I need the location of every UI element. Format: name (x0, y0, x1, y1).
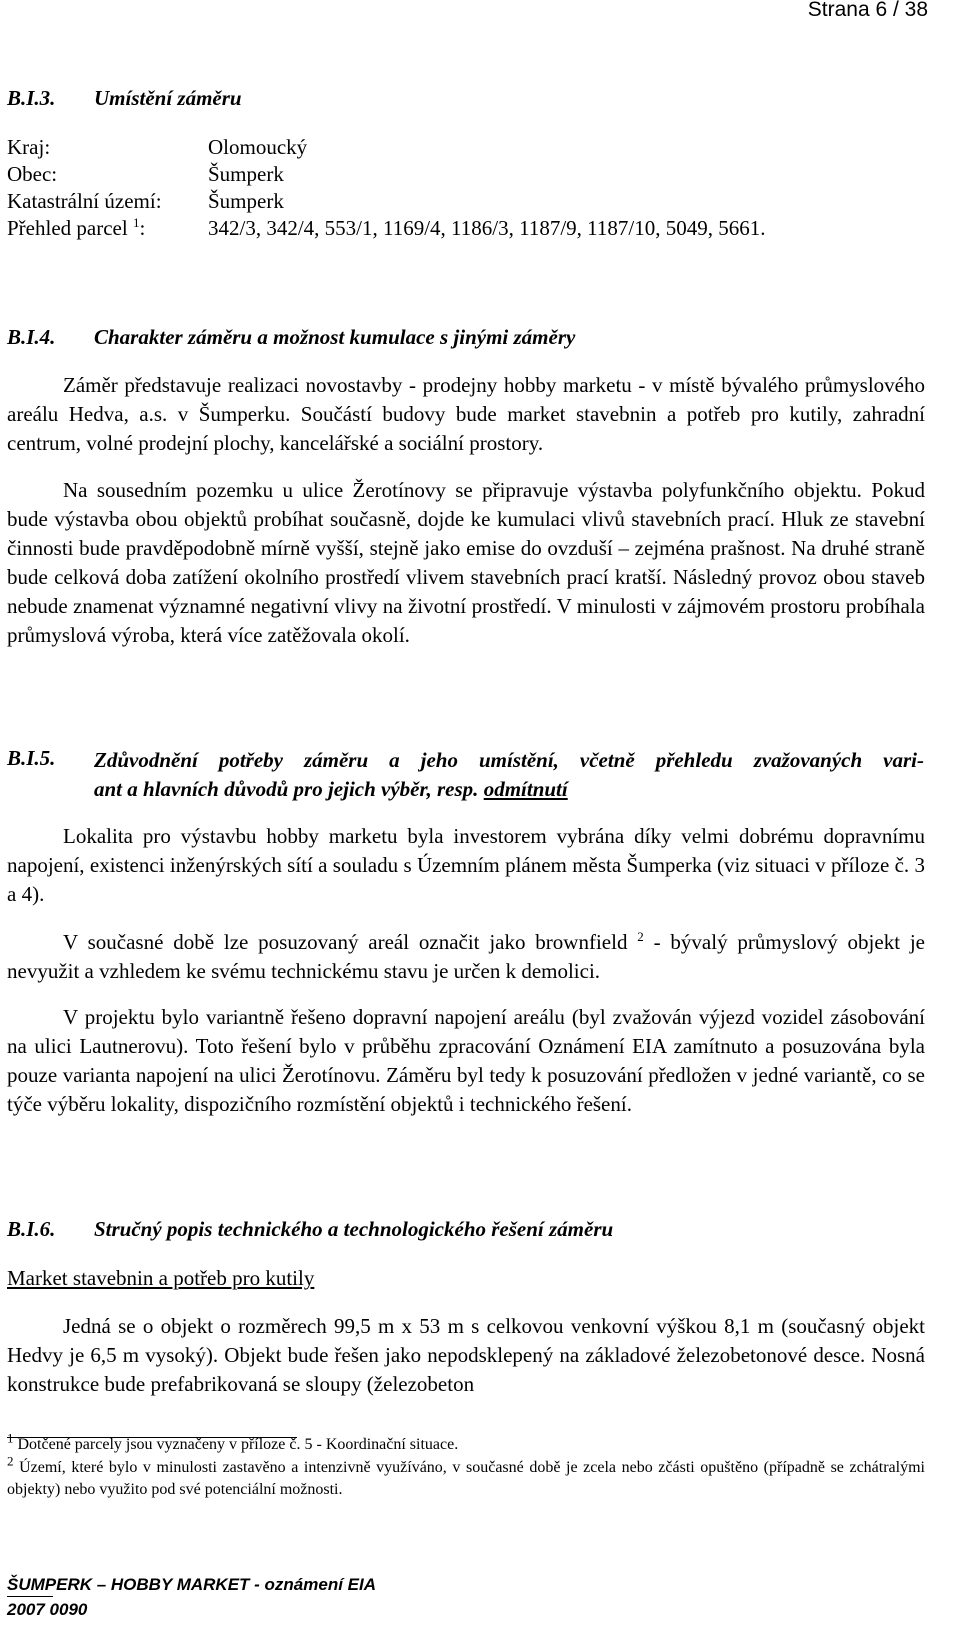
parcel-label (7, 215, 145, 242)
paragraph: Lokalita pro výstavbu hobby marketu byla investorem vybrána díky velmi dobrému dopravnímu napojení, existenci inženýrských sítí a souladu s Územním plánem města Šumperka (viz situaci v příloze č. 3 a 4). (7, 824, 925, 906)
page-number: Strana 6 / 38 (807, 0, 928, 21)
footnote-number: 1 (7, 1430, 14, 1446)
ku-value: Šumperk (208, 189, 284, 213)
parcel-value: 342/3, 342/4, 553/1, 1169/4, 1186/3, 1187/9, 1187/10, 5049, 5661. (208, 216, 766, 240)
footnote-2 (7, 1453, 925, 1501)
footer-title: ŠUMPERK – HOBBY MARKET - oznámení EIA (7, 1575, 377, 1594)
section-number: B.I.4. (7, 325, 56, 349)
footer-code: 2007 0090 (7, 1600, 88, 1619)
footnote-number: 2 (7, 1453, 14, 1469)
subheading: Market stavebnin a potřeb pro kutily (7, 1266, 315, 1290)
paragraph: Na sousedním pozemku u ulice Žerotínovy se připravuje výstavba polyfunkčního objektu. Pokud bude výstavba obou objektů probíhat současně, dojde ke kumulaci vlivů stavebních prací. Hluk ze stavební činnosti bude pravděpodobně mírně vyšší, stejně jako emise do ovzduší – zejména prašnost. Na druhé straně bude celková doba zatížení okolního prostředí vlivem stavebních prací kratší. Následný provoz obou staveb nebude znamenat významné negativní vlivy na životní prostředí. V minulosti v zájmovém prostoru probíhala průmyslová výroba, která více zatěžovala okolí. (7, 478, 925, 647)
section-title-part: odmítnutí (483, 777, 568, 801)
kraj-value: Olomoucký (208, 135, 308, 159)
section-title-line-2 (94, 775, 568, 804)
section-title: Umístění záměru (94, 86, 242, 110)
paragraph: Jedná se o objekt o rozměrech 99,5 m x 53 m s celkovou venkovní výškou 8,1 m (současný objekt Hedvy je 6,5 m vysoký). Objekt bude řešen jako nepodsklepený na základové železobetonové desce. Nosná konstrukce bude prefabrikovaná se sloupy (železobeton (7, 1314, 925, 1396)
paragraph (7, 928, 925, 986)
footnote-ref-2: 2 (637, 929, 644, 944)
obec-label: Obec: (7, 162, 58, 186)
footnote-text: Dotčené parcely jsou vyznačeny v příloze č. 5 - Koordinační situace. (17, 1436, 459, 1453)
paragraph-text: V současné době lze posuzovaný areál označit jako brownfield (63, 930, 628, 954)
paragraph: V projektu bylo variantně řešeno dopravní napojení areálu (byl zvažován výjezd vozidel zásobování na ulici Lautnerovu). Toto řešení bylo v průběhu zpracování Oznámení EIA zamítnuto a posuzována byla pouze varianta napojení na ulici Žerotínovu. Záměru byl tedy k posuzování předložen v jedné variantě, co se týče výběru lokality, dispozičního rozmístění objektů i technického řešení. (7, 1005, 925, 1116)
section-title: Stručný popis technického a technologického řešení záměru (94, 1217, 614, 1241)
section-number: B.I.6. (7, 1217, 56, 1241)
parcel-colon: : (139, 216, 146, 240)
parcel-label-text: Přehled parcel (7, 216, 128, 240)
footnote-text: Území, které bylo v minulosti zastavěno a intenzivně využíváno, v současné době je zcela nebo zčásti opuštěno (případně se zchátralými objekty) nebo využito pod své potenciální možnosti. (7, 1459, 925, 1498)
section-title: Zdůvodnění potřeby záměru a jeho umístění, včetně přehledu zvažovaných vari- (94, 748, 924, 772)
kraj-label: Kraj: (7, 135, 51, 159)
paragraph: Záměr představuje realizaci novostavby - prodejny hobby marketu - v místě bývalého průmyslového areálu Hedva, a.s. v Šumperku. Součástí budovy bude market stavebnin a potřeb pro kutily, zahradní centrum, volné prodejní plochy, kancelářské a sociální prostory. (7, 373, 925, 455)
paragraph-text: - bývalý průmyslový objekt je nevyužit a vzhledem ke svému technickému stavu je určen k demolici. (7, 930, 926, 983)
section-number: B.I.3. (7, 86, 56, 110)
obec-value: Šumperk (208, 162, 284, 186)
section-number: B.I.5. (7, 746, 56, 770)
footnote-ref-1: 1 (132, 215, 140, 230)
section-title: Charakter záměru a možnost kumulace s jinými záměry (94, 325, 576, 349)
ku-label: Katastrální území: (7, 189, 162, 213)
footnote-1 (7, 1430, 925, 1456)
section-title-part: ant a hlavních důvodů pro jejich výběr, resp. (94, 777, 479, 801)
